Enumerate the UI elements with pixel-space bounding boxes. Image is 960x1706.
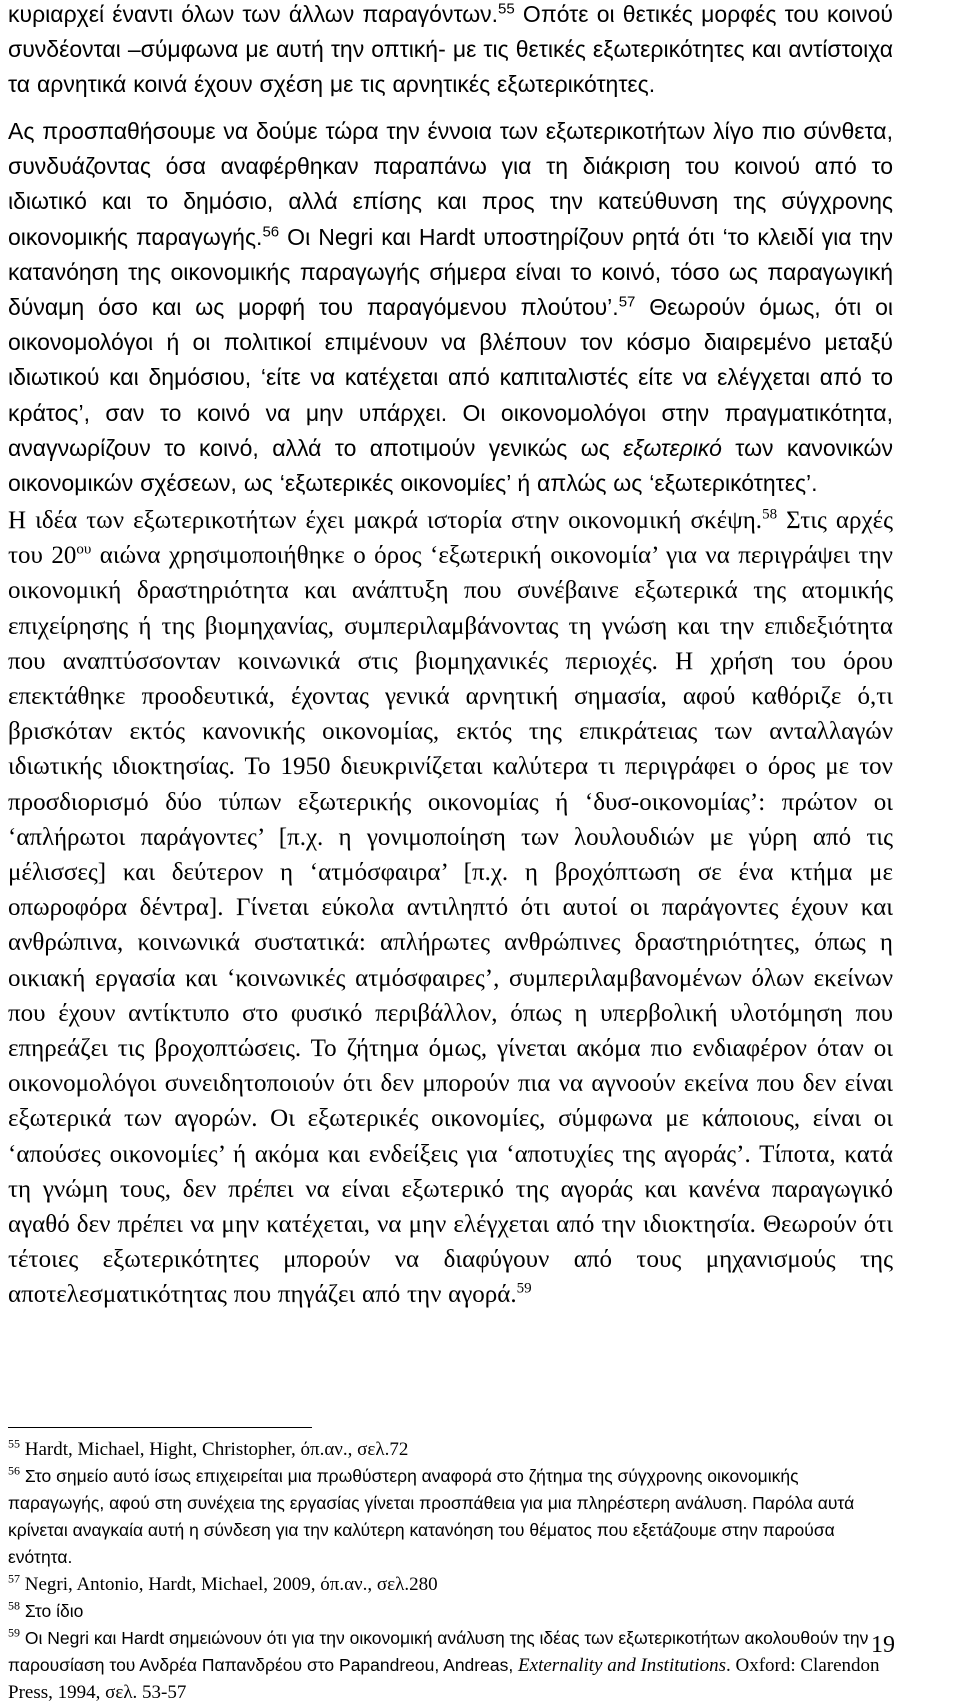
paragraph-2-text-c: Θεωρούν όμως, ότι οι οικονομολόγοι ή οι πολιτικοί επιμένουν να βλέπουν τον κόσμο διαιρεμένο μεταξύ ιδιωτικού και δημόσιου, ‘είτε να κατέχεται από καπιταλιστές είτε να ελέγχεται από το κράτος’, σαν το κοινό να μην υπάρχει. Οι οικονομολόγοι στην πραγματικότητα, αναγνωρίζουν το κοινό, αλλά το αποτιμούν γενικώς ως [8, 294, 893, 461]
footnote-book-title: Externality and Institutions [518, 1655, 726, 1676]
footnote-59 [8, 1625, 893, 1706]
paragraph-3-text-b: Στις αρχές του 20 [8, 507, 893, 570]
ordinal-superscript: ου [76, 541, 92, 558]
footnote-ref-55[interactable]: 55 [498, 0, 515, 18]
footnote-number: 56 [8, 1463, 20, 1478]
footnote-number: 55 [8, 1436, 20, 1451]
footnote-ref-56[interactable]: 56 [262, 222, 280, 240]
footnote-ref-59[interactable]: 59 [516, 1281, 532, 1298]
footnote-text-a: Οι Negri και Hardt σημειώνουν ότι για την οικονομική ανάλυση της ιδέας των εξωτερικοτήτων ακολουθούν την παρουσίαση του Ανδρέα Παπανδρέου στο Papandreou, Andreas, [8, 1628, 869, 1675]
paragraph-2-emphasis: εξωτερικό [623, 434, 722, 461]
footnote-text: Hardt, Michael, Hight, Christopher, όπ.αν., σελ.72 [20, 1439, 409, 1460]
paragraph-3-text-a: Η ιδέα των εξωτερικοτήτων έχει μακρά ιστορία στην οικονομική σκέψη. [8, 507, 763, 534]
paragraph-2-text-b: Οι Negri και Hardt υποστηρίζουν ρητά ότι ‘το κλειδί για την κατανόηση της οικονομικής παραγωγής σήμερα είναι το κοινό, τόσο ως παραγωγική δύναμη όσο και ως μορφή του παραγόμενου πλούτου’. [8, 223, 893, 321]
footnote-text: Στο ίδιο [20, 1601, 84, 1621]
footnote-text: Στο σημείο αυτό ίσως επιχειρείται μια πρωθύστερη αναφορά στο ζήτημα της σύγχρονης οικονομικής παραγωγής, αφού στη συνέχεια της εργασίας γίνεται προσπάθεια για μια πληρέστερη ανάλυση. Παρόλα αυτά κρίνεται αναγκαία αυτή η σύνδεση για την καλύτερη κατανόηση του θέματος που εξετάζουμε στην παρούσα ενότητα. [8, 1466, 855, 1567]
paragraph-2-text-d: των κανονικών οικονομικών σχέσεων, ως ‘εξωτερικές οικονομίες’ ή απλώς ως ‘εξωτερικότητες’. [8, 434, 893, 497]
footnote-58 [8, 1598, 893, 1625]
footnotes [8, 1436, 893, 1706]
footnote-number: 57 [8, 1571, 20, 1586]
footnote-ref-57[interactable]: 57 [618, 293, 636, 311]
footnote-number: 59 [8, 1625, 20, 1640]
paragraph-1 [8, 0, 893, 103]
paragraph-3-text-c: αιώνα χρησιμοποιήθηκε ο όρος ‘εξωτερική οικονομία’ για να περιγράψει την οικονομική δραστηριότητα και ανάπτυξη που συνέβαινε εξωτερικά της ατομικής επιχείρησης ή της βιομηχανίας, συμπεριλαμβάνοντας τη γνώση και την επιδεξιότητα που αναπτύσσονταν κοινωνικά στις βιομηχανικές περιοχές. Η χρήση του όρου επεκτάθηκε προοδευτικά, έχοντας γενικά αρνητική σημασία, αφού καθόριζε ό,τι βρισκόταν εκτός κανονικής οικονομίας, εκτός της επικράτειας των ανταλλαγών ιδιωτικής ιδιοκτησίας. Το 1950 διευκρινίζεται καλύτερα τι περιγράφει ο όρος με τον προσδιορισμό δύο τύπων εξωτερικής οικονομίας ή ‘δυσ-οικονομίας’: πρώτον οι ‘απλήρωτοι παράγοντες’ [π.χ. η γονιμοποίηση των λουλουδιών με γύρη από τις μέλισσες] και δεύτερον η ‘ατμόσφαιρα’ [π.χ. η βροχόπτωση σε ένα κτήμα με οπωροφόρα δέντρα]. Γίνεται εύκολα αντιληπτό ότι αυτοί οι παράγοντες έχουν και ανθρώπινα, κοινωνικά συστατικά: απλήρωτες ανθρώπινες δραστηριότητες, όπως η οικιακή εργασία και ‘κοινωνικές ατμόσφαιρες’, συμπεριλαμβανομένων όλων εκείνων που έχουν αντίκτυπο στο φυσικό περιβάλλον, όπως η υπερβολική υλοτόμηση που επηρεάζει τις βροχοπτώσεις. Το ζήτημα όμως, γίνεται ακόμα πιο ενδιαφέρον όταν οι οικονομολόγοι συνειδητοποιούν ότι δεν μπορούν πια να αγνοούν εκείνα που δεν είναι εξωτερικά των αγορών. Οι εξωτερικές οικονομίες, σύμφωνα με κάποιους, είναι οι ‘απούσες οικονομίες’ ή ακόμα και ενδείξεις για ‘αποτυχίες της αγοράς’. Τίποτα, κατά τη γνώμη τους, δεν πρέπει να είναι εξωτερικό της αγοράς και κανένα παραγωγικό αγαθό δεν πρέπει να μην κατέχεται, να μην ελέγχεται από την ιδιοκτησία. Θεωρούν ότι τέτοιες εξωτερικότητες μπορούν να διαφύγουν από τους μηχανισμούς της αποτελεσματικότητας που πηγάζει από την αγορά. [8, 542, 893, 1309]
footnote-57 [8, 1571, 893, 1598]
footnote-text: Negri, Antonio, Hardt, Michael, 2009, όπ.αν., σελ.280 [20, 1574, 438, 1595]
paragraph-1-text-b: Οπότε οι θετικές μορφές του κοινού συνδέονται –σύμφωνα με αυτή την οπτική- με τις θετικές εξωτερικότητες και αντίστοιχα τα αρνητικά κοινά έχουν σχέση με τις αρνητικές εξωτερικότητες. [8, 1, 893, 98]
paragraph-2 [8, 114, 893, 501]
footnote-separator [8, 1427, 312, 1428]
footnote-ref-58[interactable]: 58 [762, 506, 778, 523]
footnote-56 [8, 1463, 893, 1571]
footnote-text-b: . Oxford: Clarendon Press, 1994, σελ. 53-57 [8, 1655, 880, 1703]
paragraph-3 [8, 503, 893, 1313]
paragraph-2-text-a: Ας προσπαθήσουμε να δούμε τώρα την έννοια των εξωτερικοτήτων λίγο πιο σύνθετα, συνδυάζοντας όσα αναφέρθηκαν παραπάνω για τη διάκριση του κοινού από το ιδιωτικό και το δημόσιο, αλλά επίσης και προς την κατεύθυνση της σύγχρονης οικονομικής παραγωγής. [8, 118, 893, 250]
footnote-number: 58 [8, 1598, 20, 1613]
footnote-55 [8, 1436, 893, 1463]
paragraph-1-text-a: κυριαρχεί έναντι όλων των άλλων παραγόντων. [8, 1, 499, 27]
page-number: 19 [871, 1632, 895, 1658]
